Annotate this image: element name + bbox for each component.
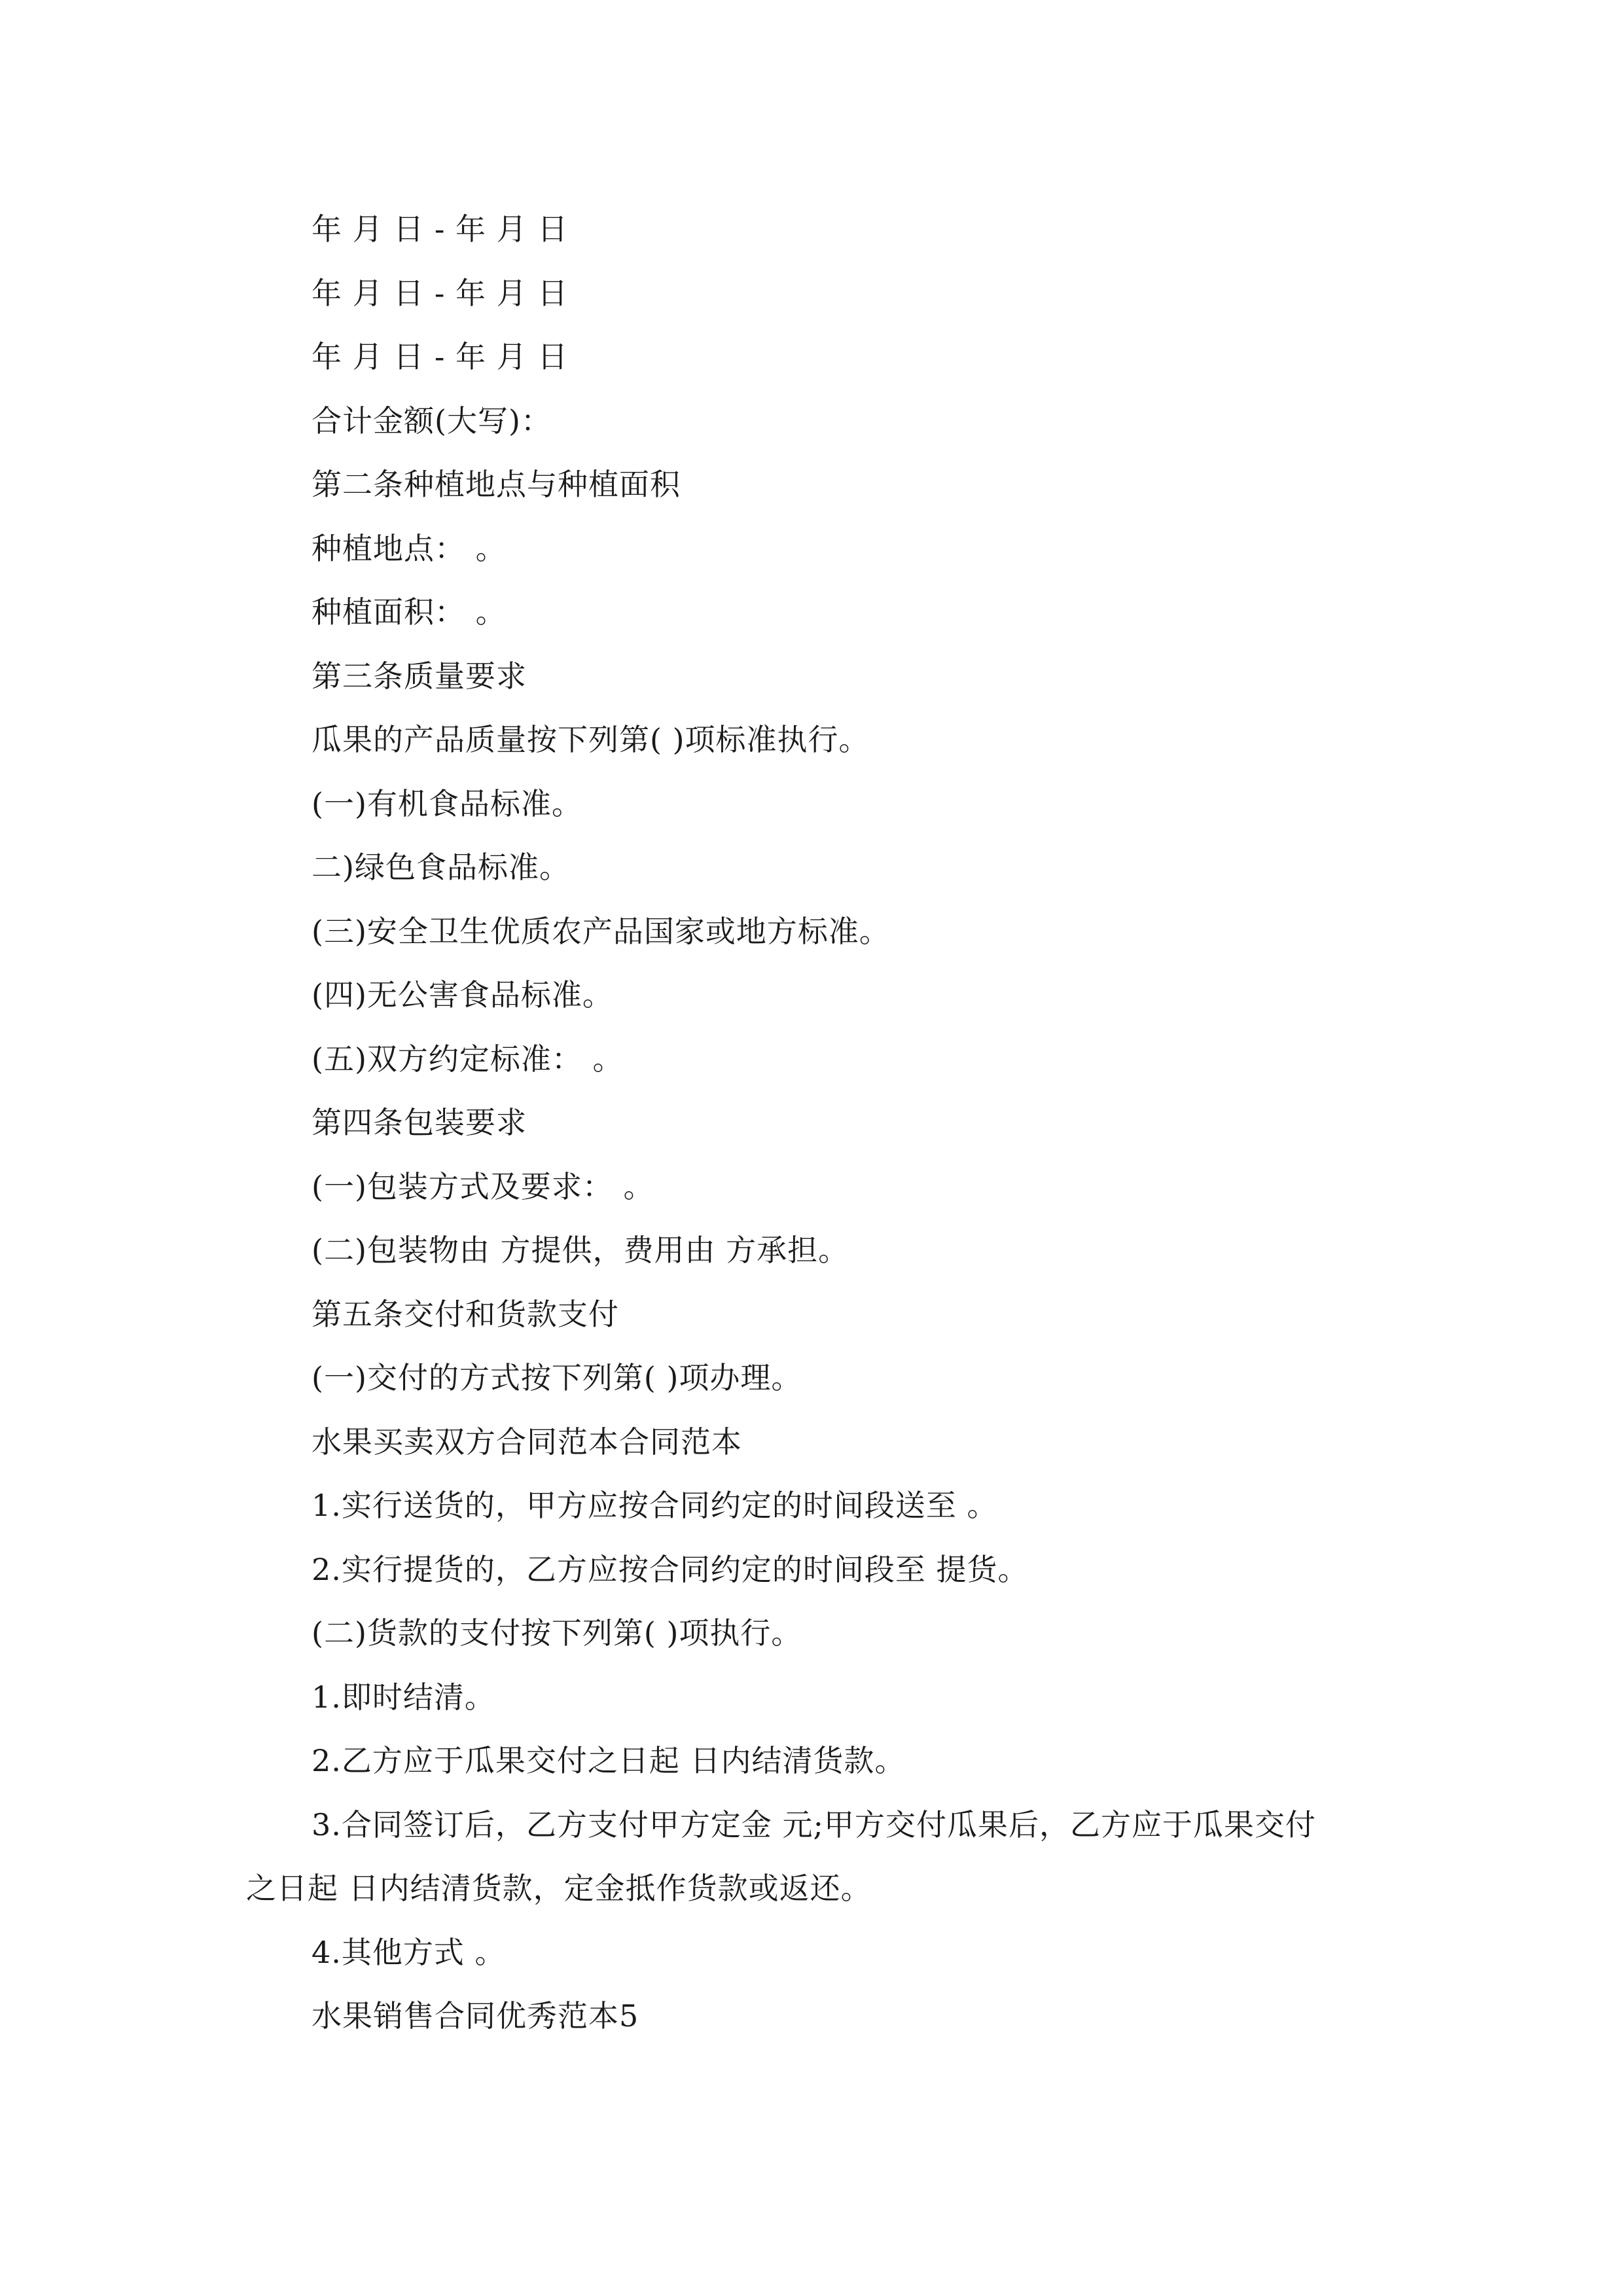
article-5-heading: 第五条交付和货款支付 — [312, 1296, 619, 1332]
article-3-heading: 第三条质量要求 — [312, 658, 527, 694]
next-section-title: 水果销售合同优秀范本5 — [312, 1998, 639, 2034]
quality-option-5: (五)双方约定标准： 。 — [312, 1041, 624, 1077]
quality-option-1: (一)有机食品标准。 — [312, 785, 582, 821]
quality-option-2: 二)绿色食品标准。 — [312, 850, 570, 885]
total-amount-line: 合计金额(大写)： — [312, 403, 552, 439]
document-body — [246, 198, 1385, 2049]
quality-option-3: (三)安全卫生优质农产品国家或地方标准。 — [312, 913, 890, 949]
article-2-heading: 第二条种植地点与种植面积 — [312, 467, 681, 502]
date-range-line-3: 年 月 日 - 年 月 日 — [312, 339, 569, 374]
date-range-line-1: 年 月 日 - 年 月 日 — [312, 211, 569, 247]
payment-option-1: 1.即时结清。 — [312, 1679, 495, 1715]
payment-option-2: 2.乙方应于瓜果交付之日起 日内结清货款。 — [312, 1743, 906, 1778]
delivery-option-1: 1.实行送货的，甲方应按合同约定的时间段送至 。 — [312, 1488, 998, 1523]
quality-standard-line: 瓜果的产品质量按下列第( )项标准执行。 — [312, 722, 870, 757]
delivery-method-line: (一)交付的方式按下列第( )项办理。 — [312, 1360, 802, 1395]
delivery-option-2: 2.实行提货的，乙方应按合同约定的时间段至 提货。 — [312, 1551, 1029, 1587]
quality-option-4: (四)无公害食品标准。 — [312, 977, 613, 1013]
payment-option-3: 3.合同签订后，乙方支付甲方定金 元;甲方交付瓜果后，乙方应于瓜果交付 — [312, 1806, 1317, 1842]
packaging-line-2: (二)包装物由 方提供，费用由 方承担。 — [312, 1232, 849, 1268]
planting-area-line: 种植面积： 。 — [312, 594, 507, 630]
payment-option-4: 4.其他方式 。 — [312, 1934, 506, 1970]
payment-option-3-continued: 之日起 日内结清货款，定金抵作货款或返还。 — [246, 1871, 872, 1906]
packaging-line-1: (一)包装方式及要求： 。 — [312, 1168, 654, 1204]
article-4-heading: 第四条包装要求 — [312, 1105, 527, 1140]
inserted-title-line: 水果买卖双方合同范本合同范本 — [312, 1424, 742, 1460]
planting-location-line: 种植地点： 。 — [312, 530, 507, 566]
date-range-line-2: 年 月 日 - 年 月 日 — [312, 275, 569, 311]
payment-method-line: (二)货款的支付按下列第( )项执行。 — [312, 1615, 802, 1651]
